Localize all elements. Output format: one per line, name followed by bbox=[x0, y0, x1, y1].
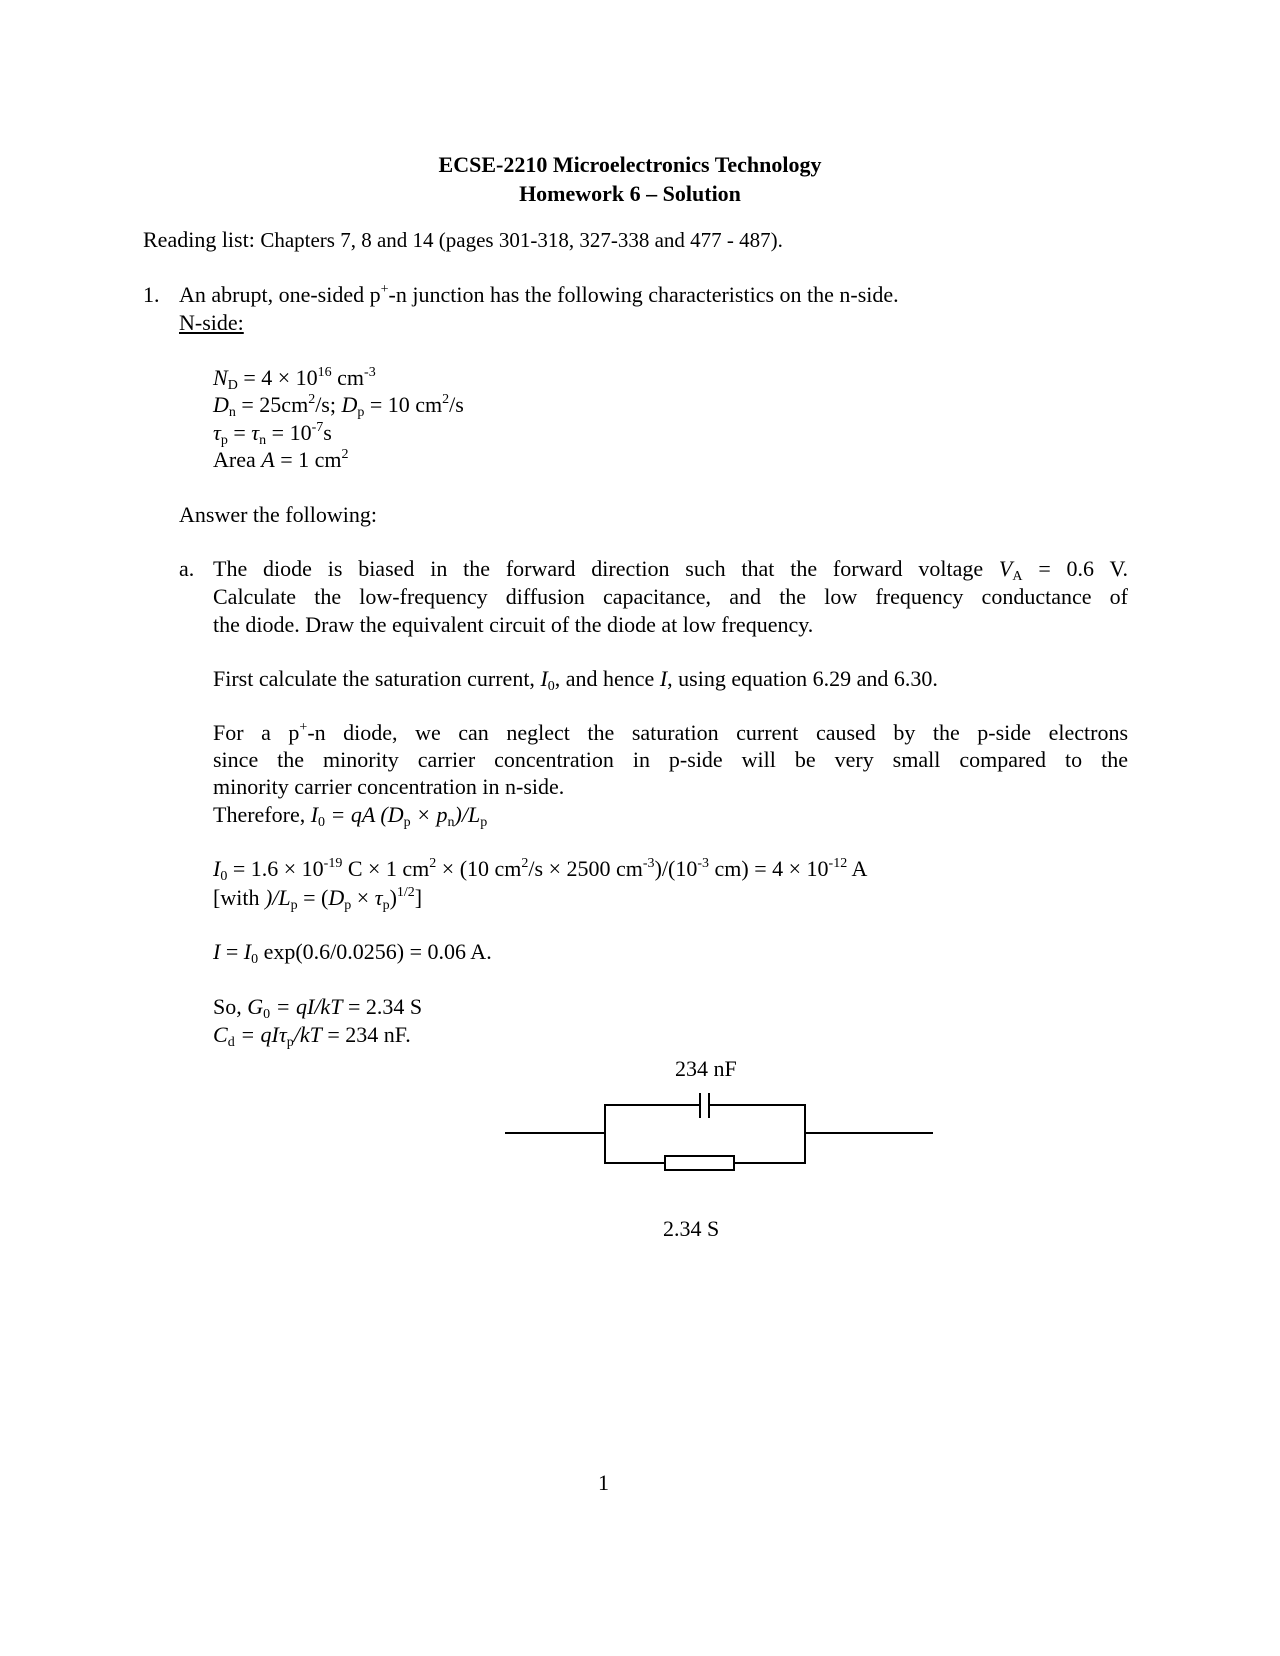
therefore-lp: )/L bbox=[454, 802, 481, 827]
cd-value: = 234 nF. bbox=[321, 1022, 411, 1047]
part-a-line3: the diode. Draw the equivalent circuit of the diode at low frequency. bbox=[213, 612, 814, 637]
g0-eq: = qI/kT bbox=[270, 994, 343, 1019]
calc-end: , using equation 6.29 and 6.30. bbox=[667, 666, 938, 691]
calc-text: First calculate the saturation current, bbox=[213, 666, 541, 691]
i0calc-end: A bbox=[847, 856, 868, 881]
bottom-branch-right bbox=[734, 1133, 805, 1163]
i0calc-mid3: /s × 2500 cm bbox=[528, 856, 643, 881]
part-a-line1-text: The diode is biased in the forward direction such that the forward voltage bbox=[213, 556, 999, 581]
therefore-pn: × p bbox=[410, 802, 448, 827]
tau-end: s bbox=[323, 420, 332, 445]
nd-unit-exp: -3 bbox=[364, 365, 376, 380]
intro-text-end: -n junction has the following characteristics on the n-side. bbox=[388, 282, 899, 307]
cd-symbol: C bbox=[213, 1022, 228, 1047]
cd-eq: = qI bbox=[234, 1022, 279, 1047]
i0calc-mid5: cm) = 4 × 10 bbox=[709, 856, 829, 881]
i0calc-symbol: I bbox=[213, 856, 221, 881]
para-sup: + bbox=[299, 720, 308, 735]
tau-exp: -7 bbox=[311, 420, 324, 435]
nd-eq: = 4 × 10 bbox=[237, 365, 318, 390]
document-title: Homework 6 – Solution bbox=[519, 181, 741, 206]
therefore-dp-sub: p bbox=[403, 815, 411, 830]
i0calc-mid4: )/(10 bbox=[654, 856, 698, 881]
dp-sub: p bbox=[357, 405, 365, 420]
i-symbol: I bbox=[659, 666, 668, 691]
part-a-line2: Calculate the low-frequency diffusion capacitance, and the low frequency conductance of bbox=[213, 584, 1128, 609]
para-line3: minority carrier concentration in n-side. bbox=[213, 774, 565, 799]
para-line2: since the minority carrier concentration in p-side will be very small compared to the bbox=[213, 747, 1128, 772]
para-text-end: -n diode, we can neglect the saturation current caused by the p-side electrons bbox=[307, 720, 1128, 745]
top-branch-right bbox=[709, 1105, 805, 1133]
dn-mid: /s; bbox=[315, 392, 342, 417]
capacitor-label: 234 nF bbox=[675, 1056, 737, 1081]
tau-eq: = bbox=[227, 420, 252, 445]
with-eq: = ( bbox=[297, 885, 329, 910]
i0calc-exp6: -12 bbox=[828, 856, 848, 871]
i-calculation: $I = I_0$ exp(0.6/0.0256) = 0.06 A. bbox=[213, 939, 492, 967]
with-pre: [with bbox=[213, 885, 265, 910]
icalc-i: I bbox=[213, 939, 221, 964]
i0-symbol: I bbox=[540, 666, 548, 691]
area-pre: Area bbox=[213, 447, 262, 472]
icalc-i0: I bbox=[243, 939, 252, 964]
dp-end: /s bbox=[449, 392, 464, 417]
tau-p-symbol: τ bbox=[213, 420, 221, 445]
i0calc-exp5: -3 bbox=[697, 856, 709, 871]
with-end: ] bbox=[414, 885, 423, 910]
i0calc-exp2: 2 bbox=[429, 856, 437, 871]
i0calc-mid1: C × 1 cm bbox=[342, 856, 430, 881]
part-a-label: a. bbox=[179, 556, 195, 581]
i0-sub: 0 bbox=[547, 679, 555, 694]
i0calc-sub: 0 bbox=[220, 869, 228, 884]
therefore-text: Therefore, bbox=[213, 802, 311, 827]
tau-n-symbol: τ bbox=[251, 420, 260, 445]
therefore-i0-sub: 0 bbox=[318, 815, 326, 830]
problem-number: 1. bbox=[143, 282, 160, 307]
answer-intro: Answer the following: bbox=[179, 502, 377, 527]
icalc-i0-sub: 0 bbox=[251, 952, 259, 967]
cd-sub: d bbox=[227, 1035, 235, 1050]
calc-mid: , and hence bbox=[554, 666, 660, 691]
va-symbol: V bbox=[998, 556, 1013, 581]
i0calc-exp1: -19 bbox=[323, 856, 343, 871]
i0calc-eq: = 1.6 × 10 bbox=[227, 856, 324, 881]
i0calc-mid2: × (10 cm bbox=[436, 856, 522, 881]
g0-sub: 0 bbox=[263, 1007, 271, 1022]
va-value: = 0.6 V. bbox=[1022, 556, 1128, 581]
nside-label: N-side: bbox=[179, 310, 244, 335]
with-dp: D bbox=[328, 885, 345, 910]
area-symbol: A bbox=[261, 447, 275, 472]
area-eq: = 1 cm bbox=[274, 447, 342, 472]
dn-sub: n bbox=[228, 405, 236, 420]
cd-tau-sub: p bbox=[286, 1035, 294, 1050]
va-sub: A bbox=[1012, 569, 1023, 584]
para-text: For a p bbox=[213, 720, 300, 745]
with-dp-sub: p bbox=[344, 898, 352, 913]
intro-sup: + bbox=[380, 282, 389, 297]
with-x: × bbox=[351, 885, 375, 910]
course-title: ECSE-2210 Microelectronics Technology bbox=[438, 152, 822, 177]
reading-list-label: Reading list: bbox=[143, 227, 255, 252]
with-tau: τ bbox=[374, 885, 383, 910]
lp-definition: [with )$/L_p = (D_p \times \tau_p)^{1/2}$] bbox=[213, 885, 423, 913]
g0-value: = 2.34 S bbox=[342, 994, 423, 1019]
intro-text: An abrupt, one-sided p bbox=[179, 282, 381, 307]
dn-symbol: D bbox=[213, 392, 229, 417]
dp-exp: 2 bbox=[442, 392, 450, 407]
conductance-label: 2.34 S bbox=[663, 1216, 720, 1241]
with-tau-sub: p bbox=[382, 898, 390, 913]
nd-unit: cm bbox=[331, 365, 365, 390]
i0calc-exp3: 2 bbox=[521, 856, 529, 871]
resistor-symbol bbox=[665, 1156, 734, 1170]
dp-symbol: D bbox=[341, 392, 358, 417]
top-branch-left bbox=[605, 1105, 700, 1133]
area-exp: 2 bbox=[341, 447, 349, 462]
icalc-eq: exp(0.6/0.0256) = 0.06 A. bbox=[258, 939, 492, 964]
bottom-branch-left bbox=[605, 1133, 665, 1163]
nd-symbol: N bbox=[213, 365, 228, 390]
therefore-qa: = qA (D bbox=[325, 802, 404, 827]
therefore-lp-sub: p bbox=[480, 815, 488, 830]
dn-eq: = 25cm bbox=[235, 392, 309, 417]
therefore-i0: I bbox=[310, 802, 319, 827]
with-exp: 1/2 bbox=[396, 885, 415, 900]
cd-kt: /kT bbox=[293, 1022, 322, 1047]
tau-n-sub: n bbox=[259, 433, 267, 448]
nd-sub: D bbox=[227, 378, 238, 393]
tau-p-sub: p bbox=[220, 433, 228, 448]
page-number: 1 bbox=[598, 1470, 609, 1495]
dp-eq: = 10 cm bbox=[364, 392, 443, 417]
g0-pre: So, bbox=[213, 994, 248, 1019]
with-lp-sub: p bbox=[290, 898, 298, 913]
g0-symbol: G bbox=[247, 994, 264, 1019]
with-lp: )/L bbox=[264, 885, 291, 910]
tau-eq2: = 10 bbox=[266, 420, 312, 445]
cd-tau: τ bbox=[278, 1022, 287, 1047]
i0calc-exp4: -3 bbox=[642, 856, 655, 871]
dn-exp: 2 bbox=[308, 392, 316, 407]
reading-list-text: Chapters 7, 8 and 14 (pages 301-318, 327-338 and 477 - 487). bbox=[260, 228, 783, 252]
therefore-pn-sub: n bbox=[447, 815, 455, 830]
nd-exp: 16 bbox=[317, 365, 332, 380]
